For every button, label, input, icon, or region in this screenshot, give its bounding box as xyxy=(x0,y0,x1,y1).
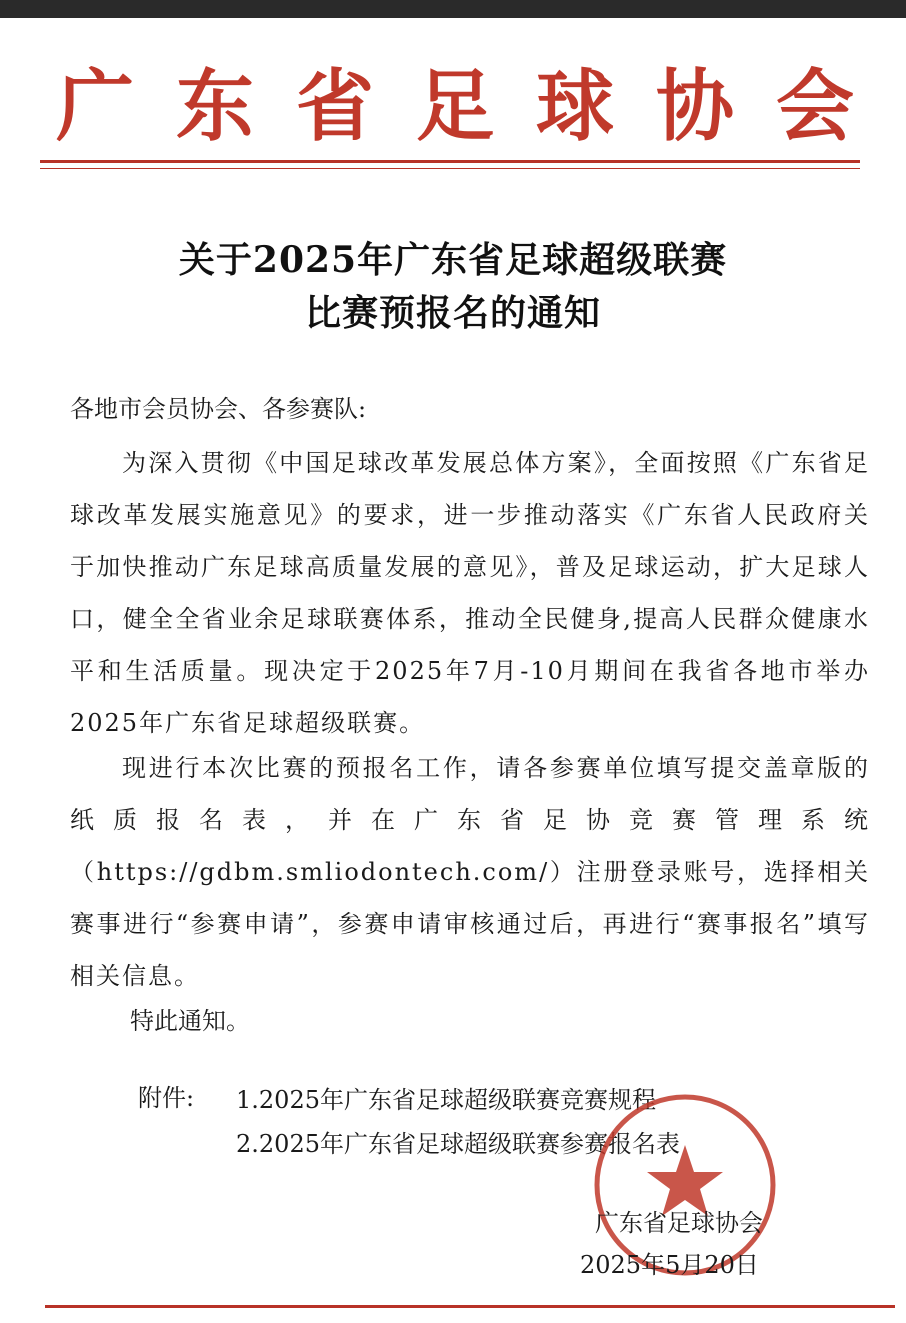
letterhead-char: 球 xyxy=(535,61,614,152)
salutation: 各地市会员协会、各参赛队: xyxy=(70,395,367,423)
letterhead-char: 省 xyxy=(295,61,374,152)
attachment-item: 1.2025年广东省足球超级联赛竞赛规程 xyxy=(236,1086,656,1114)
notice-title-line1: 关于2025年广东省足球超级联赛 xyxy=(178,239,728,281)
attachments-label: 附件: xyxy=(138,1084,195,1112)
body-paragraph-2: 现进行本次比赛的预报名工作，请各参赛单位填写提交盖章版的纸质报名表，并在广东省足协竞赛管理系统（https://gdbm.smliodontech.com/）注册登录账号，选择相关赛事进行“参赛申请”，参赛申请审核通过后，再进行“赛事报名”填写相关信息。 xyxy=(70,754,870,990)
letterhead-char: 东 xyxy=(175,61,254,152)
signature-date: 2025年5月20日 xyxy=(580,1251,759,1279)
attachment-item: 2.2025年广东省足球超级联赛参赛报名表 xyxy=(236,1130,680,1158)
letterhead-rule-thin xyxy=(40,168,860,169)
signature-organization: 广东省足球协会 xyxy=(595,1209,763,1237)
top-status-bar xyxy=(0,0,906,18)
letterhead-char: 广 xyxy=(55,61,134,152)
letterhead-char: 会 xyxy=(775,61,854,152)
letterhead xyxy=(40,50,870,150)
letterhead-char: 足 xyxy=(415,61,494,152)
footer-rule xyxy=(45,1305,895,1308)
letterhead-char: 协 xyxy=(655,61,734,152)
notice-title-line2: 比赛预报名的通知 xyxy=(304,292,601,334)
letterhead-rule-thick xyxy=(40,160,860,163)
closing-line: 特此通知。 xyxy=(130,1007,250,1035)
body-paragraph-1: 为深入贯彻《中国足球改革发展总体方案》，全面按照《广东省足球改革发展实施意见》的要求，进一步推动落实《广东省人民政府关于加快推动广东足球高质量发展的意见》，普及足球运动，扩大足球人口，健全全省业余足球联赛体系，推动全民健身,提高人民群众健康水平和生活质量。现决定于2025年7月-10月期间在我省各地市举办2025年广东省足球超级联赛。 xyxy=(70,449,870,737)
